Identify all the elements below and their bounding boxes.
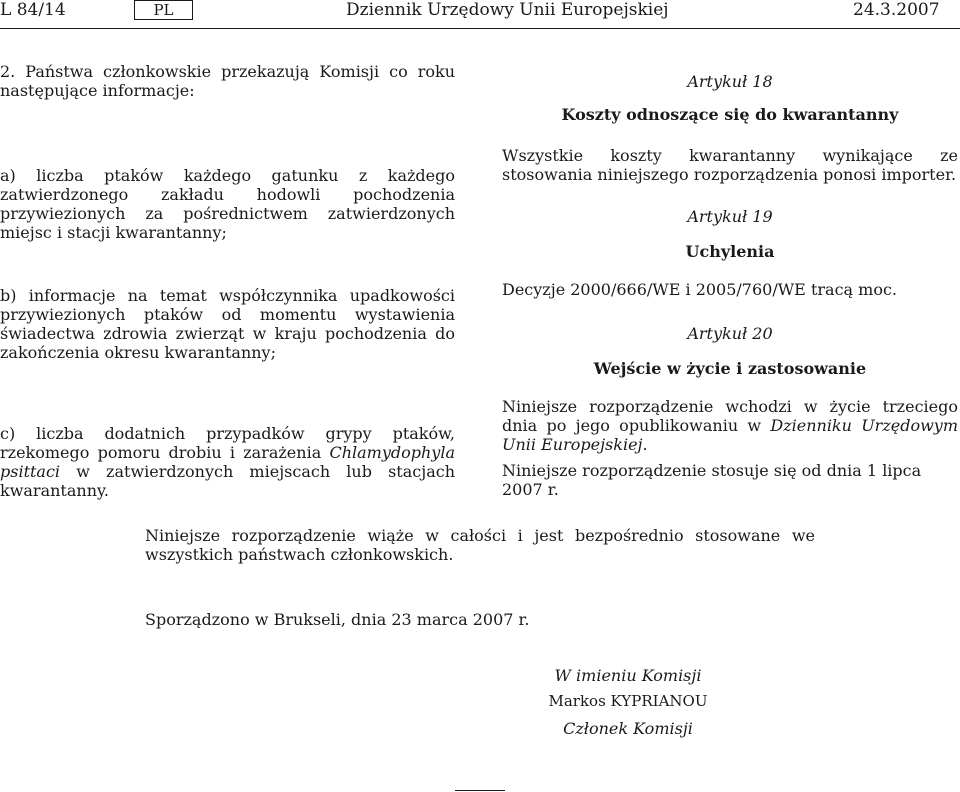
list-item-c-end: w zatwierdzonych miejscach lub stacjach kwarantanny. [0, 462, 455, 500]
done-at-clause: Sporządzono w Brukseli, dnia 23 marca 2007 r. [145, 610, 530, 629]
page-reference: L 84/14 [0, 0, 66, 20]
footnote-rule [455, 790, 505, 791]
article-20-label: Artykuł 20 [687, 324, 773, 343]
article-19-label: Artykuł 19 [687, 207, 773, 226]
list-item-a: a) liczba ptaków każdego gatunku z każdego zatwierdzonego zakładu hodowli pochodzenia przywiezionych za pośrednictwem zatwierdzonych miejsc i stacji kwarantanny; [0, 166, 455, 242]
article-18-text: Wszystkie koszty kwarantanny wynikające ze stosowania niniejszego rozporządzenia ponosi importer. [502, 146, 958, 184]
article-20-paragraph-2: Niniejsze rozporządzenie stosuje się od dnia 1 lipca 2007 r. [502, 461, 922, 499]
list-item-b: b) informacje na temat współczynnika upadkowości przywiezionych ptaków od momentu wystawienia świadectwa zdrowia zwierząt w kraju pochodzenia do zakończenia okresu kwarantanny; [0, 286, 455, 362]
paragraph-2: 2. Państwa członkowskie przekazują Komisji co roku następujące informacje: [0, 62, 455, 100]
article-20-text-1-end: . [642, 435, 648, 454]
article-20-text-1: Niniejsze rozporządzenie wchodzi w życie trzeciego dnia po jego opublikowaniu w [502, 397, 958, 435]
species-name: Chlamydophyla psittaci [0, 443, 455, 481]
language-code-box: PL [134, 0, 193, 20]
header-rule [0, 28, 960, 29]
article-18-label: Artykuł 18 [687, 72, 773, 91]
article-18-title: Koszty odnoszące się do kwarantanny [561, 105, 899, 124]
article-20-title: Wejście w życie i zastosowanie [593, 359, 867, 378]
signatory-role: Członek Komisji [563, 719, 693, 738]
article-20-paragraph-1 [502, 397, 958, 454]
journal-reference: Dzienniku Urzędowym Unii Europejskiej [502, 416, 959, 454]
journal-title: Dziennik Urzędowy Unii Europejskiej [346, 0, 669, 20]
list-item-c-text: c) liczba dodatnich przypadków grypy ptaków, rzekomego pomoru drobiu i zarażenia [0, 424, 455, 462]
binding-clause: Niniejsze rozporządzenie wiąże w całości i jest bezpośrednio stosowane we wszystkich państwach członkowskich. [145, 526, 815, 564]
publication-date: 24.3.2007 [853, 0, 940, 20]
article-19-text: Decyzje 2000/666/WE i 2005/760/WE tracą moc. [502, 280, 897, 299]
list-item-c [0, 424, 455, 500]
article-19-title: Uchylenia [685, 242, 775, 261]
on-behalf-of: W imieniu Komisji [554, 666, 702, 685]
signatory-name: Markos KYPRIANOU [548, 692, 708, 710]
